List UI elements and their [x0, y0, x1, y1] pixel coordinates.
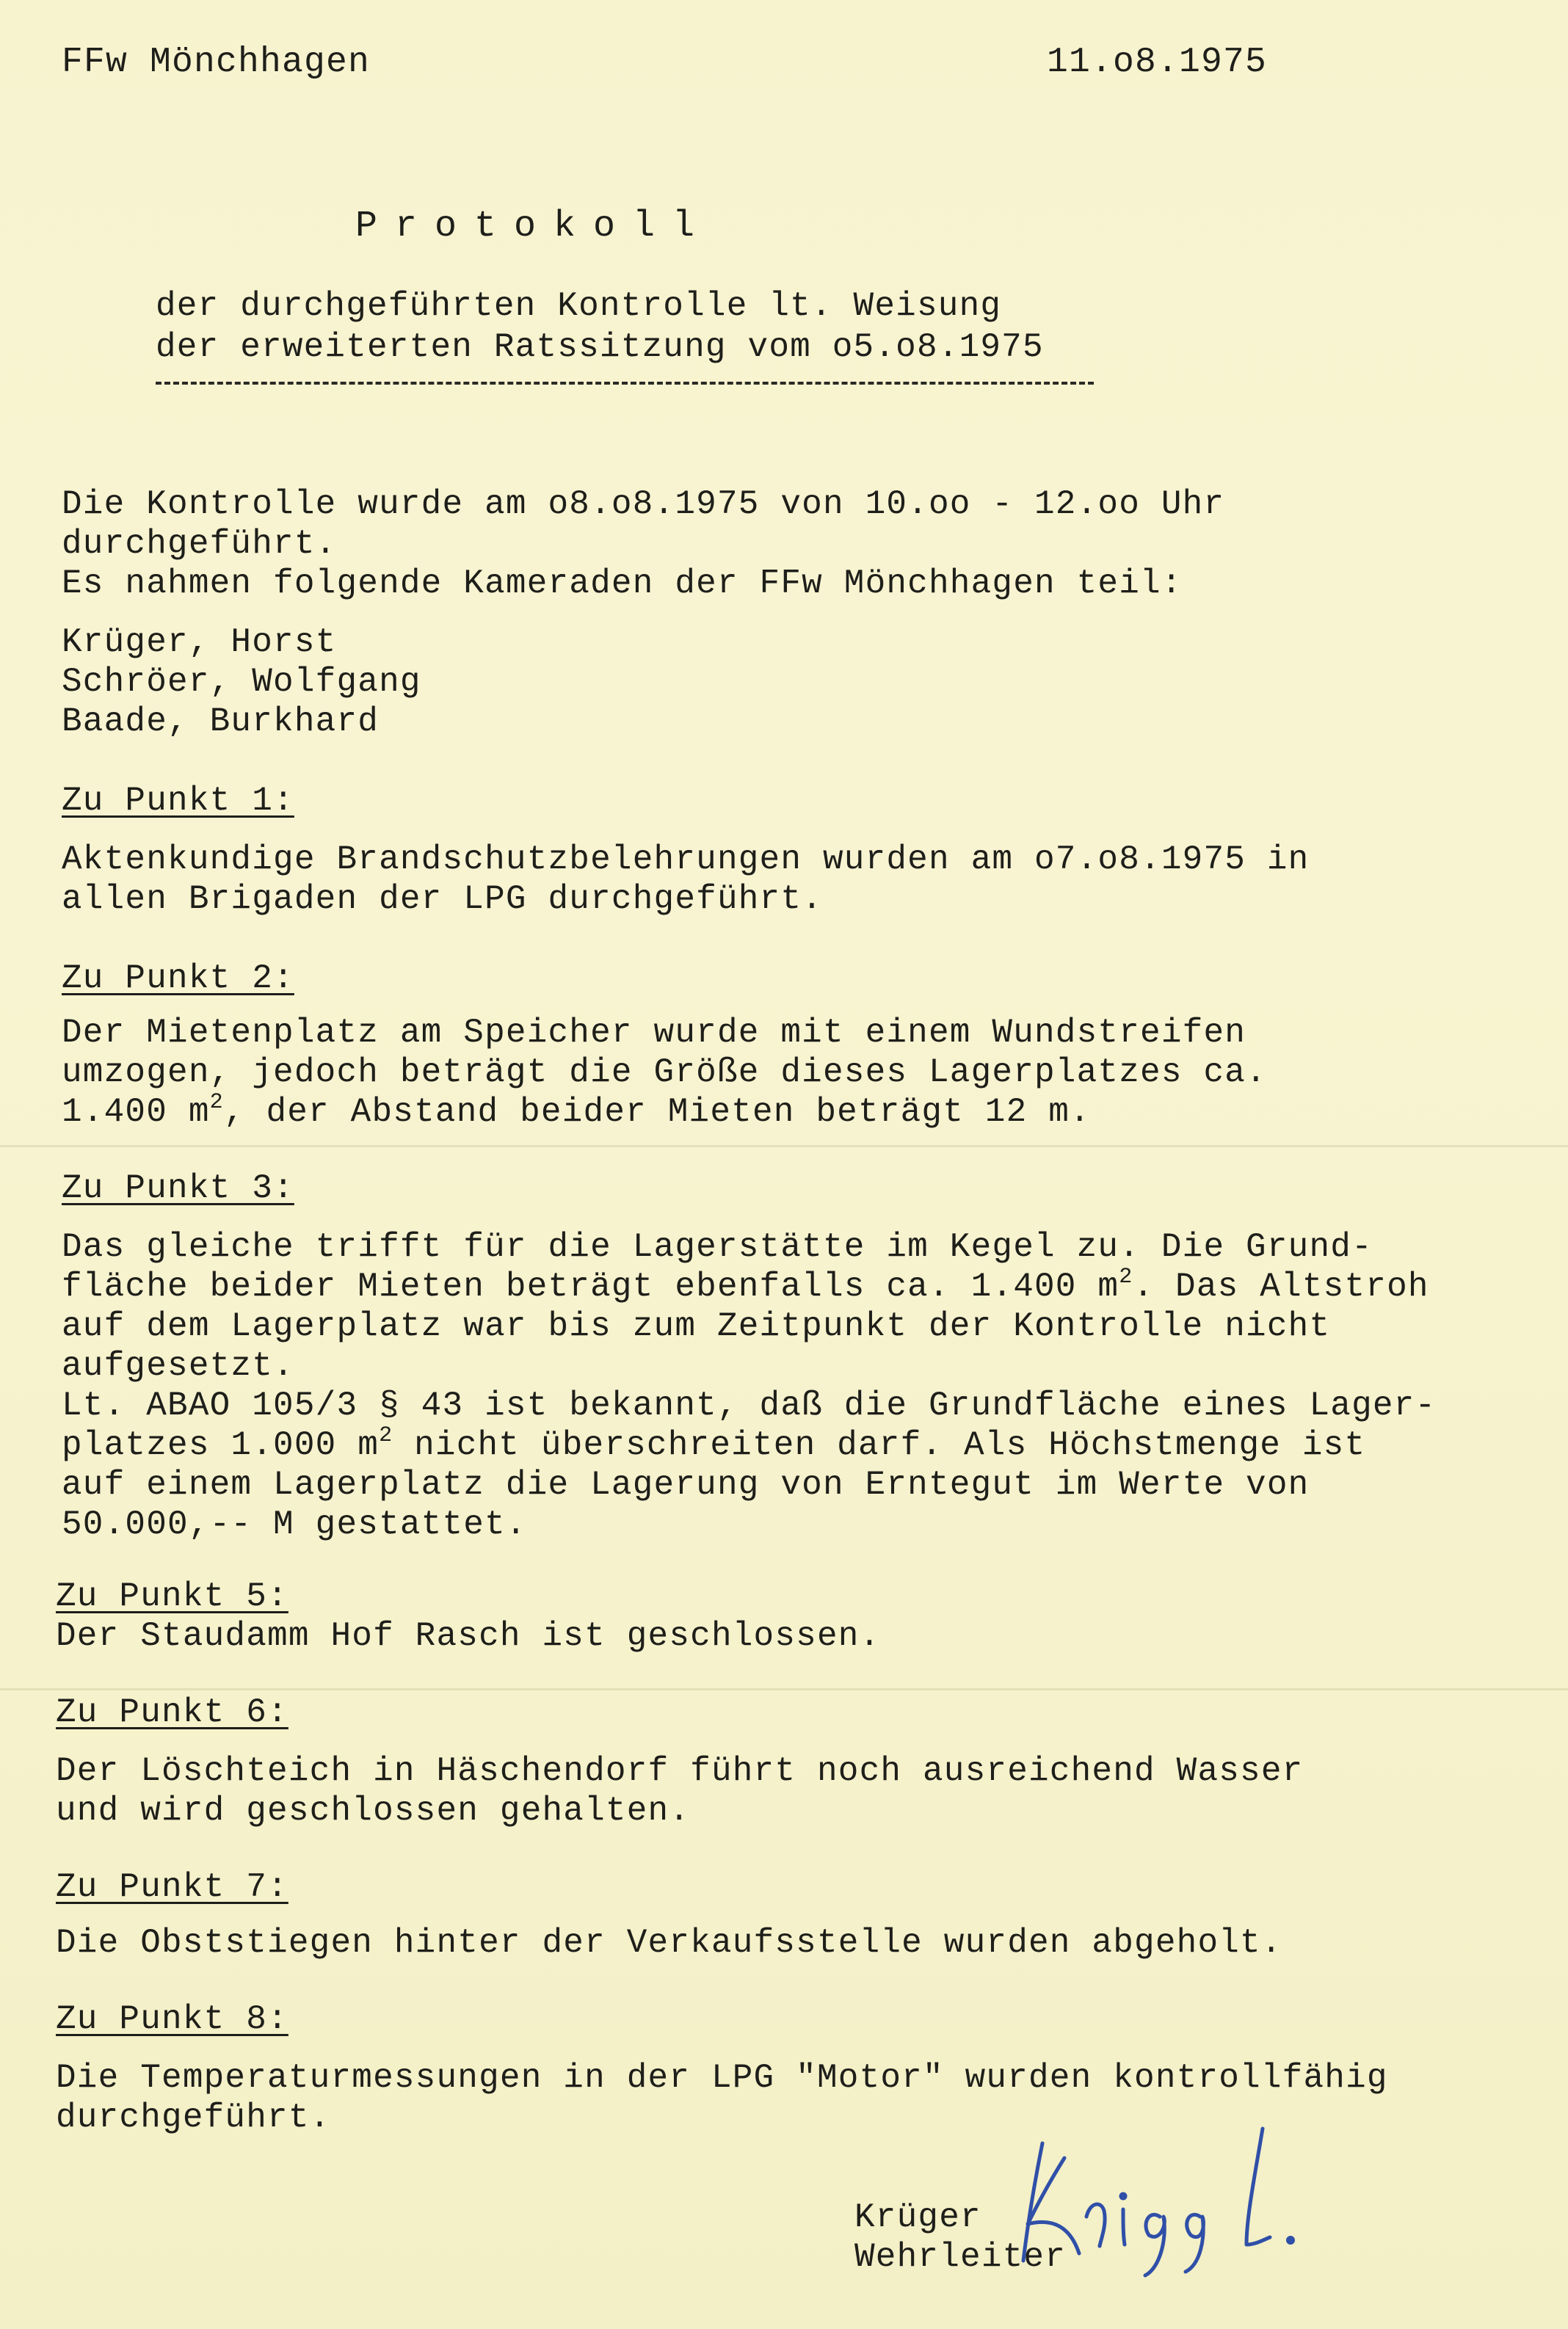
- point-2-text: umzogen, jedoch beträgt die Größe dieses Lagerplatzes ca.: [62, 1053, 1267, 1091]
- text-segment: platzes 1.000 m: [62, 1426, 380, 1464]
- intro-line: durchgeführt.: [62, 525, 337, 563]
- point-3-text: [62, 1267, 1429, 1307]
- intro-line: Die Kontrolle wurde am o8.o8.1975 von 10.oo - 12.oo Uhr: [62, 485, 1225, 523]
- participant: Krüger, Horst: [62, 623, 337, 661]
- point-7-heading: Zu Punkt 7:: [56, 1868, 288, 1906]
- text-segment: , der Abstand beider Mieten beträgt 12 m.: [223, 1093, 1091, 1131]
- point-5-heading: Zu Punkt 5:: [56, 1577, 288, 1616]
- point-2-text: Der Mietenplatz am Speicher wurde mit einem Wundstreifen: [62, 1014, 1246, 1052]
- text-segment: fläche beider Mieten beträgt ebenfalls ca. 1.400 m: [62, 1268, 1119, 1306]
- point-3-text: 50.000,-- M gestattet.: [62, 1505, 527, 1544]
- point-3-text: Das gleiche trifft für die Lagerstätte im Kegel zu. Die Grund-: [62, 1228, 1373, 1266]
- point-6-text: Der Löschteich in Häschendorf führt noch ausreichend Wasser: [56, 1752, 1304, 1790]
- superscript: 2: [379, 1423, 393, 1448]
- text-segment: nicht überschreiten darf. Als Höchstmenge ist: [393, 1426, 1366, 1464]
- paper-fold: [0, 1688, 1568, 1690]
- signature-name: Krüger: [854, 2198, 981, 2237]
- point-3-text: auf einem Lagerplatz die Lagerung von Erntegut im Werte von: [62, 1466, 1310, 1504]
- text-segment: 1.400 m: [62, 1093, 210, 1131]
- subtitle-line-2: der erweiterten Ratssitzung vom o5.o8.1975: [156, 328, 1044, 366]
- text-segment: . Das Altstroh: [1133, 1268, 1429, 1306]
- point-6-heading: Zu Punkt 6:: [56, 1693, 288, 1732]
- superscript: 2: [209, 1090, 224, 1115]
- point-6-text: und wird geschlossen gehalten.: [56, 1792, 691, 1830]
- handwritten-signature: [1013, 2114, 1321, 2283]
- header-organization: FFw Mönchhagen: [62, 43, 371, 82]
- point-3-heading: Zu Punkt 3:: [62, 1169, 294, 1207]
- header-date: 11.o8.1975: [1047, 43, 1268, 82]
- point-8-text: Die Temperaturmessungen in der LPG "Motor" wurden kontrollfähig: [56, 2059, 1388, 2097]
- subtitle-underline: [156, 382, 1094, 385]
- point-3-text: Lt. ABAO 105/3 § 43 ist bekannt, daß die Grundfläche eines Lager-: [62, 1387, 1437, 1425]
- participant: Baade, Burkhard: [62, 702, 380, 741]
- superscript: 2: [1119, 1265, 1133, 1290]
- point-8-text: durchgeführt.: [56, 2099, 331, 2137]
- signature-role: Wehrleiter: [854, 2238, 1067, 2276]
- point-3-text: aufgesetzt.: [62, 1347, 294, 1385]
- point-1-text: allen Brigaden der LPG durchgeführt.: [62, 880, 823, 918]
- participant: Schröer, Wolfgang: [62, 663, 421, 701]
- paper-fold: [0, 1145, 1568, 1147]
- document-title: Protokoll: [355, 206, 713, 247]
- subtitle-line-1: der durchgeführten Kontrolle lt. Weisung: [156, 287, 1002, 325]
- point-5-text: Der Staudamm Hof Rasch ist geschlossen.: [56, 1617, 881, 1655]
- point-2-heading: Zu Punkt 2:: [62, 959, 294, 998]
- point-1-text: Aktenkundige Brandschutzbelehrungen wurden am o7.o8.1975 in: [62, 840, 1310, 879]
- point-8-heading: Zu Punkt 8:: [56, 2000, 288, 2038]
- point-1-heading: Zu Punkt 1:: [62, 782, 294, 820]
- point-3-text: [62, 1425, 1365, 1465]
- point-7-text: Die Obststiegen hinter der Verkaufsstelle wurden abgeholt.: [56, 1924, 1282, 1962]
- point-3-text: auf dem Lagerplatz war bis zum Zeitpunkt der Kontrolle nicht: [62, 1307, 1331, 1345]
- point-2-text: [62, 1092, 1091, 1132]
- intro-line: Es nahmen folgende Kameraden der FFw Mönchhagen teil:: [62, 564, 1183, 603]
